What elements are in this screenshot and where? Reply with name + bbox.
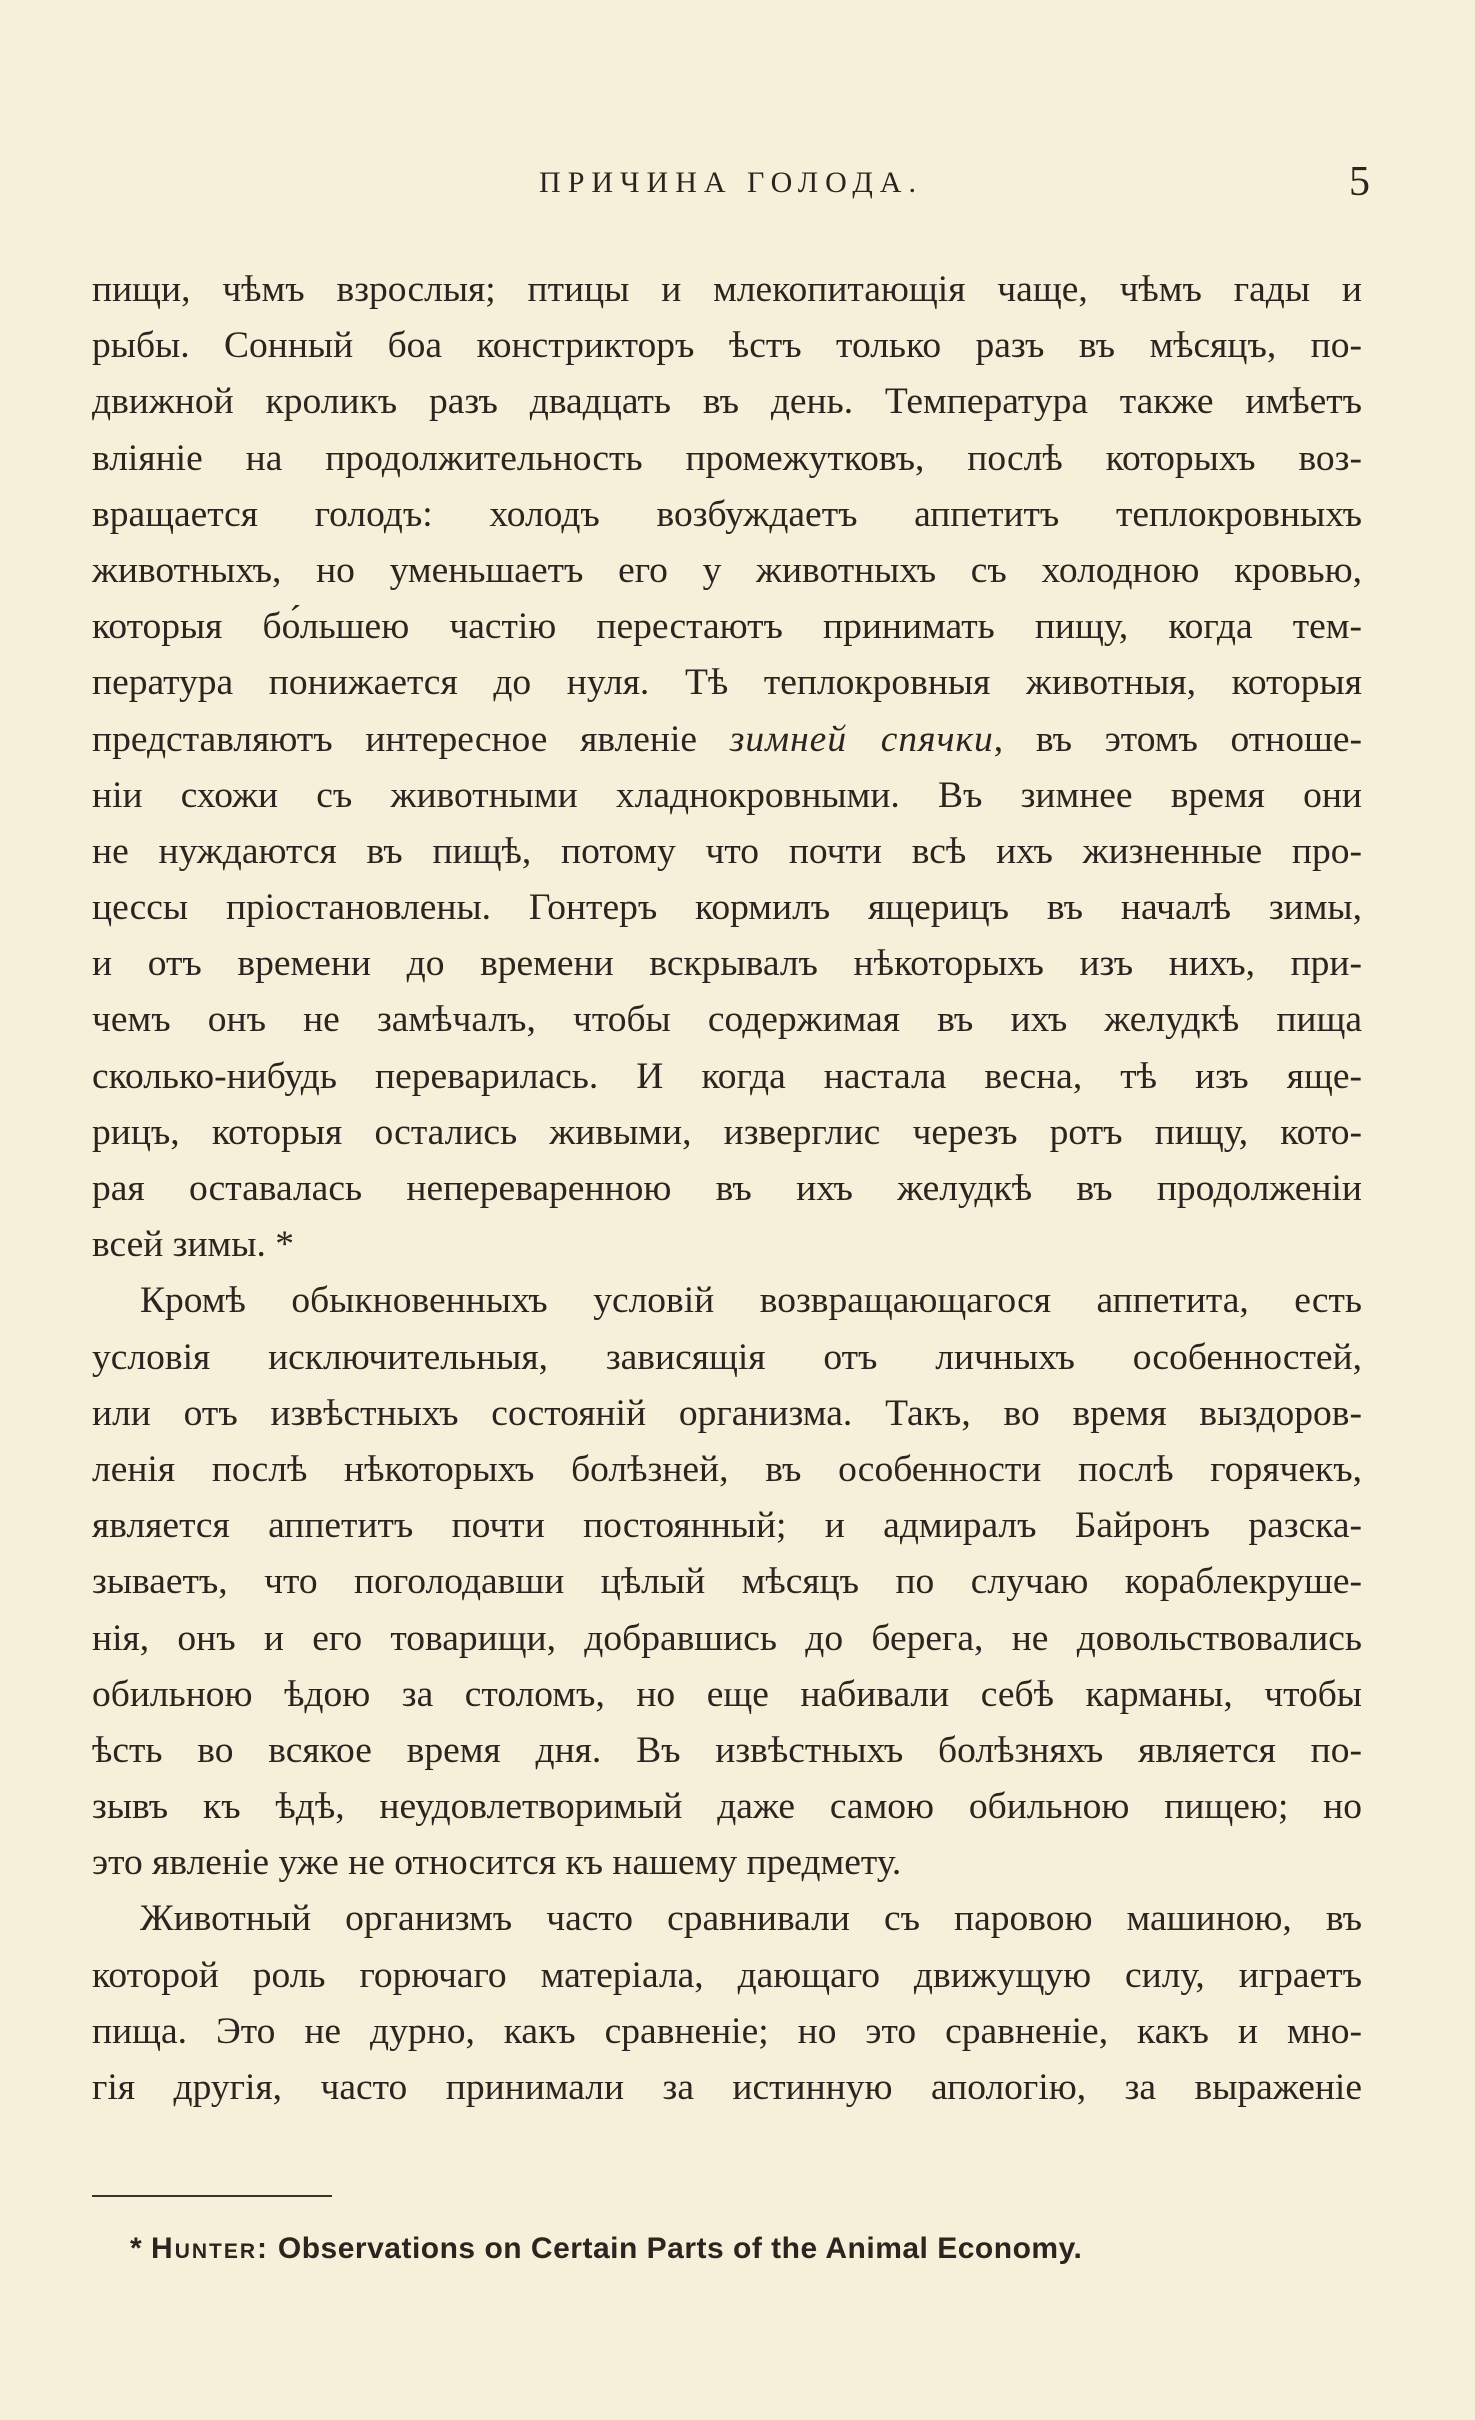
text-line: рыбы. Сонный боа констрикторъ ѣстъ только разъ въ мѣсяцъ, по-	[92, 325, 1362, 367]
text-line: это явленіе уже не относится къ нашему предмету.	[92, 1842, 902, 1884]
paragraph-first-line: Кромѣ обыкновенныхъ условій возвращающагося аппетита, есть	[140, 1280, 1362, 1322]
text-line: ніи схожи съ животными хладнокровными. Въ зимнее время они	[92, 774, 1362, 816]
footnote-marker: *	[130, 2232, 143, 2265]
text-line: зывъ къ ѣдѣ, неудовлетворимый даже самою обильною пищею; но	[92, 1786, 1362, 1828]
text-line: вращается голодъ: холодъ возбуждаетъ аппетитъ теплокровныхъ	[92, 493, 1362, 535]
text-line: пература понижается до нуля. Тѣ теплокровныя животныя, которыя	[92, 662, 1362, 704]
footnote	[130, 2232, 1082, 2266]
text-line: является аппетитъ почти постоянный; и адмиралъ Байронъ разска-	[92, 1505, 1362, 1547]
emphasized-term: зимней спячки	[729, 718, 994, 760]
page-number: 5	[1349, 159, 1370, 205]
paragraph-first-line: Животный организмъ часто сравнивали съ паровою машиною, въ	[140, 1898, 1362, 1940]
footnote-title: Observations on Certain Parts of the Animal Economy.	[277, 2232, 1083, 2265]
text-line: чемъ онъ не замѣчалъ, чтобы содержимая въ ихъ желудкѣ пища	[92, 999, 1362, 1041]
text-line: рая оставалась непереваренною въ ихъ желудкѣ въ продолженіи	[92, 1168, 1362, 1209]
text-line: цессы пріостановлены. Гонтеръ кормилъ ящерицъ въ началѣ зимы,	[92, 887, 1362, 929]
text-segment: , въ этомъ отноше-	[993, 718, 1363, 760]
text-line: сколько-нибудь переварилась. И когда настала весна, тѣ изъ яще-	[92, 1055, 1362, 1097]
text-line: и отъ времени до времени вскрывалъ нѣкоторыхъ изъ нихъ, при-	[92, 943, 1362, 985]
text-line: пища. Это не дурно, какъ сравненіе; но это сравненіе, какъ и мно-	[92, 2010, 1362, 2052]
text-line: ленія послѣ нѣкоторыхъ болѣзней, въ особенности послѣ горячекъ,	[92, 1448, 1362, 1490]
body-text	[92, 262, 1362, 2116]
text-line: которыя бо́льшею частію перестаютъ принимать пищу, когда тем-	[92, 606, 1362, 648]
text-line: пищи, чѣмъ взрослыя; птицы и млекопитающія чаще, чѣмъ гады и	[92, 269, 1362, 310]
text-line: нія, онъ и его товарищи, добравшись до берега, не довольствовались	[92, 1617, 1362, 1659]
text-line: зываетъ, что поголодавши цѣлый мѣсяцъ по случаю кораблекруше-	[92, 1561, 1362, 1603]
text-line: не нуждаются въ пищѣ, потому что почти всѣ ихъ жизненные про-	[92, 830, 1362, 872]
footnote-author: Hunter:	[151, 2232, 270, 2265]
text-segment: представляютъ интересное явленіе	[92, 718, 698, 760]
text-line: условія исключительныя, зависящія отъ личныхъ особенностей,	[92, 1336, 1362, 1378]
text-line-with-emphasis	[92, 712, 1362, 768]
running-title: ПРИЧИНА ГОЛОДА.	[539, 166, 923, 199]
text-line: гія другія, часто принимали за истинную апологію, за выраженіе	[92, 2067, 1362, 2108]
text-line: обильною ѣдою за столомъ, но еще набивали себѣ карманы, чтобы	[92, 1673, 1362, 1715]
text-line: движной кроликъ разъ двадцать въ день. Температура также имѣетъ	[92, 381, 1362, 423]
text-line: животныхъ, но уменьшаетъ его у животныхъ съ холодною кровью,	[92, 549, 1362, 591]
footnote-reference-line: всей зимы. *	[92, 1224, 294, 1266]
text-line: или отъ извѣстныхъ состояній организма. Такъ, во время выздоров-	[92, 1392, 1362, 1434]
text-line: ѣсть во всякое время дня. Въ извѣстныхъ болѣзняхъ является по-	[92, 1729, 1362, 1771]
running-head	[92, 160, 1370, 210]
text-line: рицъ, которыя остались живыми, изверглис черезъ ротъ пищу, кото-	[92, 1111, 1362, 1153]
text-line: вліяніе на продолжительность промежутковъ, послѣ которыхъ воз-	[92, 437, 1362, 479]
footnote-divider	[92, 2195, 332, 2197]
text-line: которой роль горючаго матеріала, дающаго движущую силу, играетъ	[92, 1954, 1362, 1996]
